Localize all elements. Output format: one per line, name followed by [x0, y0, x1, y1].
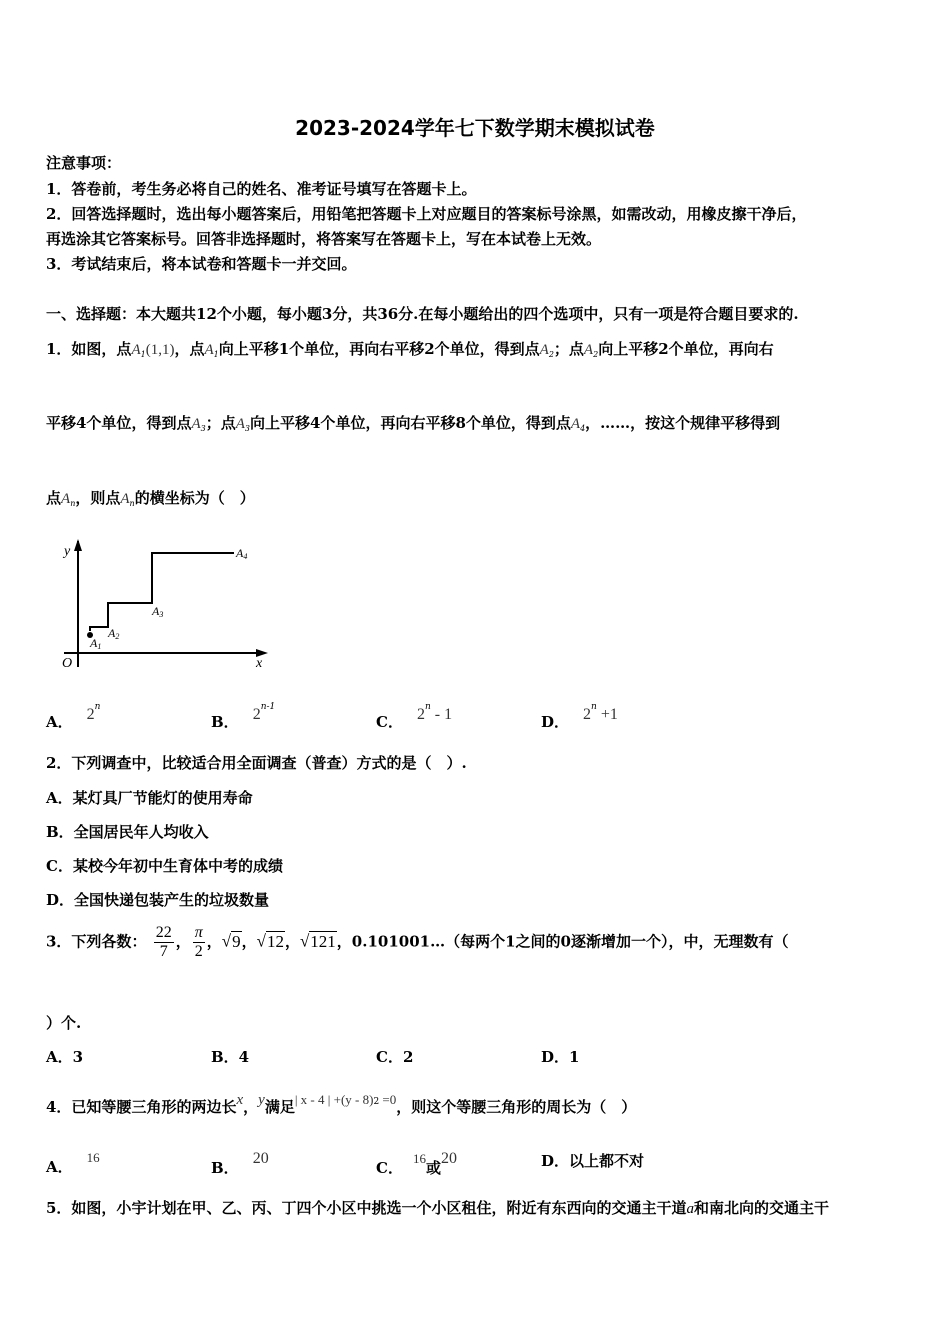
notice-item-3: 3．考试结束后，将本试卷和答题卡一并交回。 [46, 255, 357, 273]
notice-item-1: 1．答卷前，考生务必将自己的姓名、准考证号填写在答题卡上。 [46, 180, 477, 198]
question-3-option-b: B．4 [211, 1048, 250, 1066]
fig-label-a4: A4 [236, 546, 248, 561]
y-axis-arrow [74, 539, 82, 551]
fig-origin-label: O [62, 656, 73, 671]
question-1-option-b: B． 2$^{n-1}$ [211, 702, 276, 731]
fraction-pi-2: $\frac{\pi}{2}$ [194, 924, 203, 960]
question-2-option-b: B．全国居民年人均收入 [46, 823, 209, 841]
question-2-option-a: A．某灯具厂节能灯的使用寿命 [46, 789, 253, 807]
question-3-option-a: A．3 [46, 1048, 84, 1066]
question-4-option-a: A．16 [46, 1150, 100, 1176]
question-4-stem: 4．已知等腰三角形的两边长x，y满足| x - 4 | +(y - 8)$^2$ =0，则这个等腰三角形的周长为（ ） [46, 1092, 637, 1116]
question-2-option-d: D．全国快递包装产生的垃圾数量 [46, 891, 270, 909]
sqrt-12: √12 [256, 931, 284, 951]
question-3-line-1: 3．下列各数： $\frac{22}{7}$ ， $\frac{\pi}{2}$ ，√9，√12，√121，0.101001…（每两个1之间的0逐渐增加一个），中，无理数有（ [46, 924, 789, 960]
question-1-option-a: A． 2$^n$ [46, 702, 101, 731]
question-1-figure [56, 535, 286, 675]
question-4-option-d: D．以上都不对 [541, 1152, 645, 1170]
notice-item-2: 2．回答选择题时，选出每小题答案后，用铅笔把答题卡上对应题目的答案标号涂黑，如需改动，用橡皮擦干净后， [46, 205, 807, 223]
question-1-option-c: C． 2$^n$ - 1 [376, 702, 453, 731]
page-title: 2023-2024学年七下数学期末模拟试卷 [295, 116, 655, 140]
sqrt-9: √9 [221, 931, 241, 951]
fig-label-a2: A2 [108, 626, 120, 641]
question-1-line-2: 平移4个单位，得到点$A_3$；点$A_3$向上平移4个单位，再向右平移8个单位，得到点$A_4$，……，按这个规律平移得到 [46, 414, 781, 433]
notice-item-2-cont: 再选涂其它答案标号。回答非选择题时，将答案写在答题卡上，写在本试卷上无效。 [46, 230, 602, 248]
question-3-line-2: ）个. [46, 1014, 82, 1032]
fig-y-label: y [64, 544, 71, 559]
question-1-line-3: 点$A_n$，则点$A_n$的横坐标为（ ） [46, 489, 255, 508]
question-2-option-c: C．某校今年初中生育体中考的成绩 [46, 857, 283, 875]
question-5-line-1: 5．如图，小宇计划在甲、乙、丙、丁四个小区中挑选一个小区租住，附近有东西向的交通主干道a和南北向的交通主干 [46, 1199, 829, 1217]
question-3-option-d: D．1 [541, 1048, 580, 1066]
question-4-option-c: C．16或20 [376, 1150, 457, 1177]
question-2-stem: 2．下列调查中，比较适合用全面调查（普查）方式的是（ ）. [46, 754, 467, 772]
fig-label-a3: A3 [152, 604, 164, 619]
notice-heading: 注意事项： [46, 154, 122, 172]
section-heading: 一、选择题：本大题共12个小题，每小题3分，共36分.在每小题给出的四个选项中，只有一项是符合题目要求的. [46, 305, 799, 323]
sqrt-121: √121 [299, 931, 336, 951]
question-3-option-c: C．2 [376, 1048, 414, 1066]
question-1-option-d: D． $2^n +1$ [541, 702, 618, 731]
fig-x-label: x [256, 656, 263, 671]
question-1-line-1: 1．如图，点$A_1(1,1)$，点$A_1$向上平移1个单位，再向右平移2个单位，得到点$A_2$；点$A_2$向上平移2个单位，再向右 [46, 340, 774, 359]
fig-label-a1: A1 [90, 636, 102, 651]
question-4-option-b: B．20 [211, 1150, 269, 1177]
fraction-22-7: $\frac{22}{7}$ [155, 924, 172, 960]
step-path [90, 553, 234, 631]
